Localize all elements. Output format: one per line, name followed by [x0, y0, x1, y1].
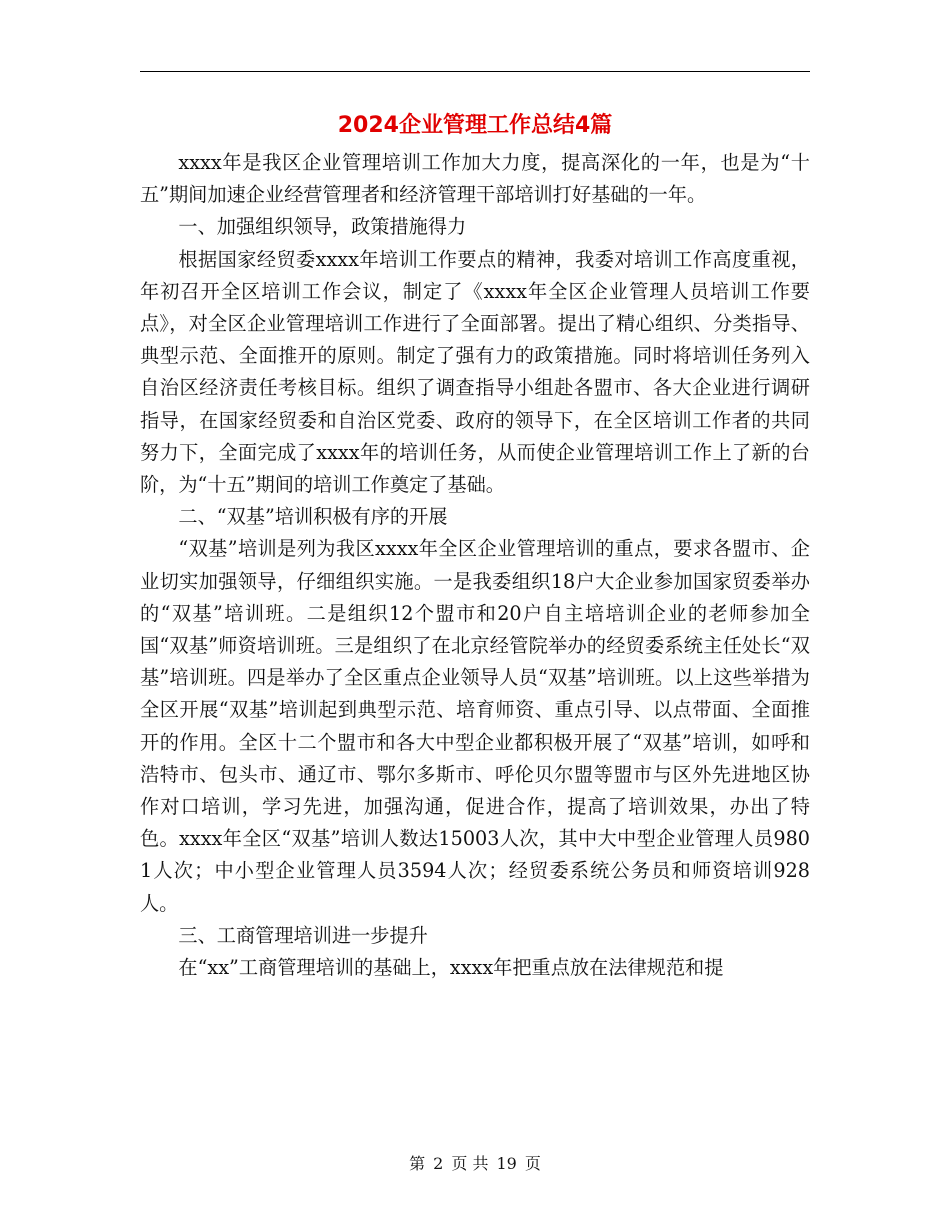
page-number: 2 — [433, 1154, 444, 1173]
page-total: 19 — [496, 1154, 517, 1173]
header-rule — [140, 71, 810, 72]
section-heading-2: 二、“双基”培训积极有序的开展 — [178, 505, 448, 529]
page-footer — [0, 1152, 950, 1176]
document-title: 2024企业管理工作总结4篇 — [337, 113, 613, 138]
footer-suffix: 页 — [524, 1154, 541, 1173]
intro-paragraph: xxxx年是我区企业管理培训工作加大力度，提高深化的一年，也是为“十五”期间加速企业经营管理者和经济管理干部培训打好基础的一年。 — [140, 151, 810, 207]
section-1-paragraph: 根据国家经贸委xxxx年培训工作要点的精神，我委对培训工作高度重视，年初召开全区培训工作会议，制定了《xxxx年全区企业管理人员培训工作要点》，对全区企业管理培训工作进行了全面部署。提出了精心组织、分类指导、典型示范、全面推开的原则。制定了强有力的政策措施。同时将培训任务列入自治区经济责任考核目标。组织了调查指导小组赴各盟市、各大企业进行调研指导，在国家经贸委和自治区党委、政府的领导下，在全区培训工作者的共同努力下，全面完成了xxxx年的培训任务，从而使企业管理培训工作上了新的台阶，为“十五”期间的培训工作奠定了基础。 — [140, 247, 810, 497]
section-heading-3: 三、工商管理培训进一步提升 — [178, 923, 428, 947]
footer-prefix: 第 — [409, 1154, 426, 1173]
footer-middle: 页 共 — [451, 1154, 489, 1173]
section-2-paragraph: “双基”培训是列为我区xxxx年全区企业管理培训的重点，要求各盟市、企业切实加强领导，仔细组织实施。一是我委组织18户大企业参加国家贸委举办的“双基”培训班。二是组织12个盟市和20户自主培培训企业的老师参加全国“双基”师资培训班。三是组织了在北京经管院举办的经贸委系统主任处长“双基”培训班。四是举办了全区重点企业领导人员“双基”培训班。以上这些举措为全区开展“双基”培训起到典型示范、培育师资、重点引导、以点带面、全面推开的作用。全区十二个盟市和各大中型企业都积极开展了“双基”培训，如呼和浩特市、包头市、通辽市、鄂尔多斯市、呼伦贝尔盟等盟市与区外先进地区协作对口培训，学习先进，加强沟通，促进合作，提高了培训效果，办出了特色。xxxx年全区“双基”培训人数达15003人次，其中大中型企业管理人员9801人次；中小型企业管理人员3594人次；经贸委系统公务员和师资培训928人。 — [140, 537, 810, 915]
section-3-paragraph: 在“xx”工商管理培训的基础上，xxxx年把重点放在法律规范和提 — [178, 956, 724, 980]
document-body — [140, 147, 810, 984]
section-heading-1: 一、加强组织领导，政策措施得力 — [178, 215, 467, 239]
